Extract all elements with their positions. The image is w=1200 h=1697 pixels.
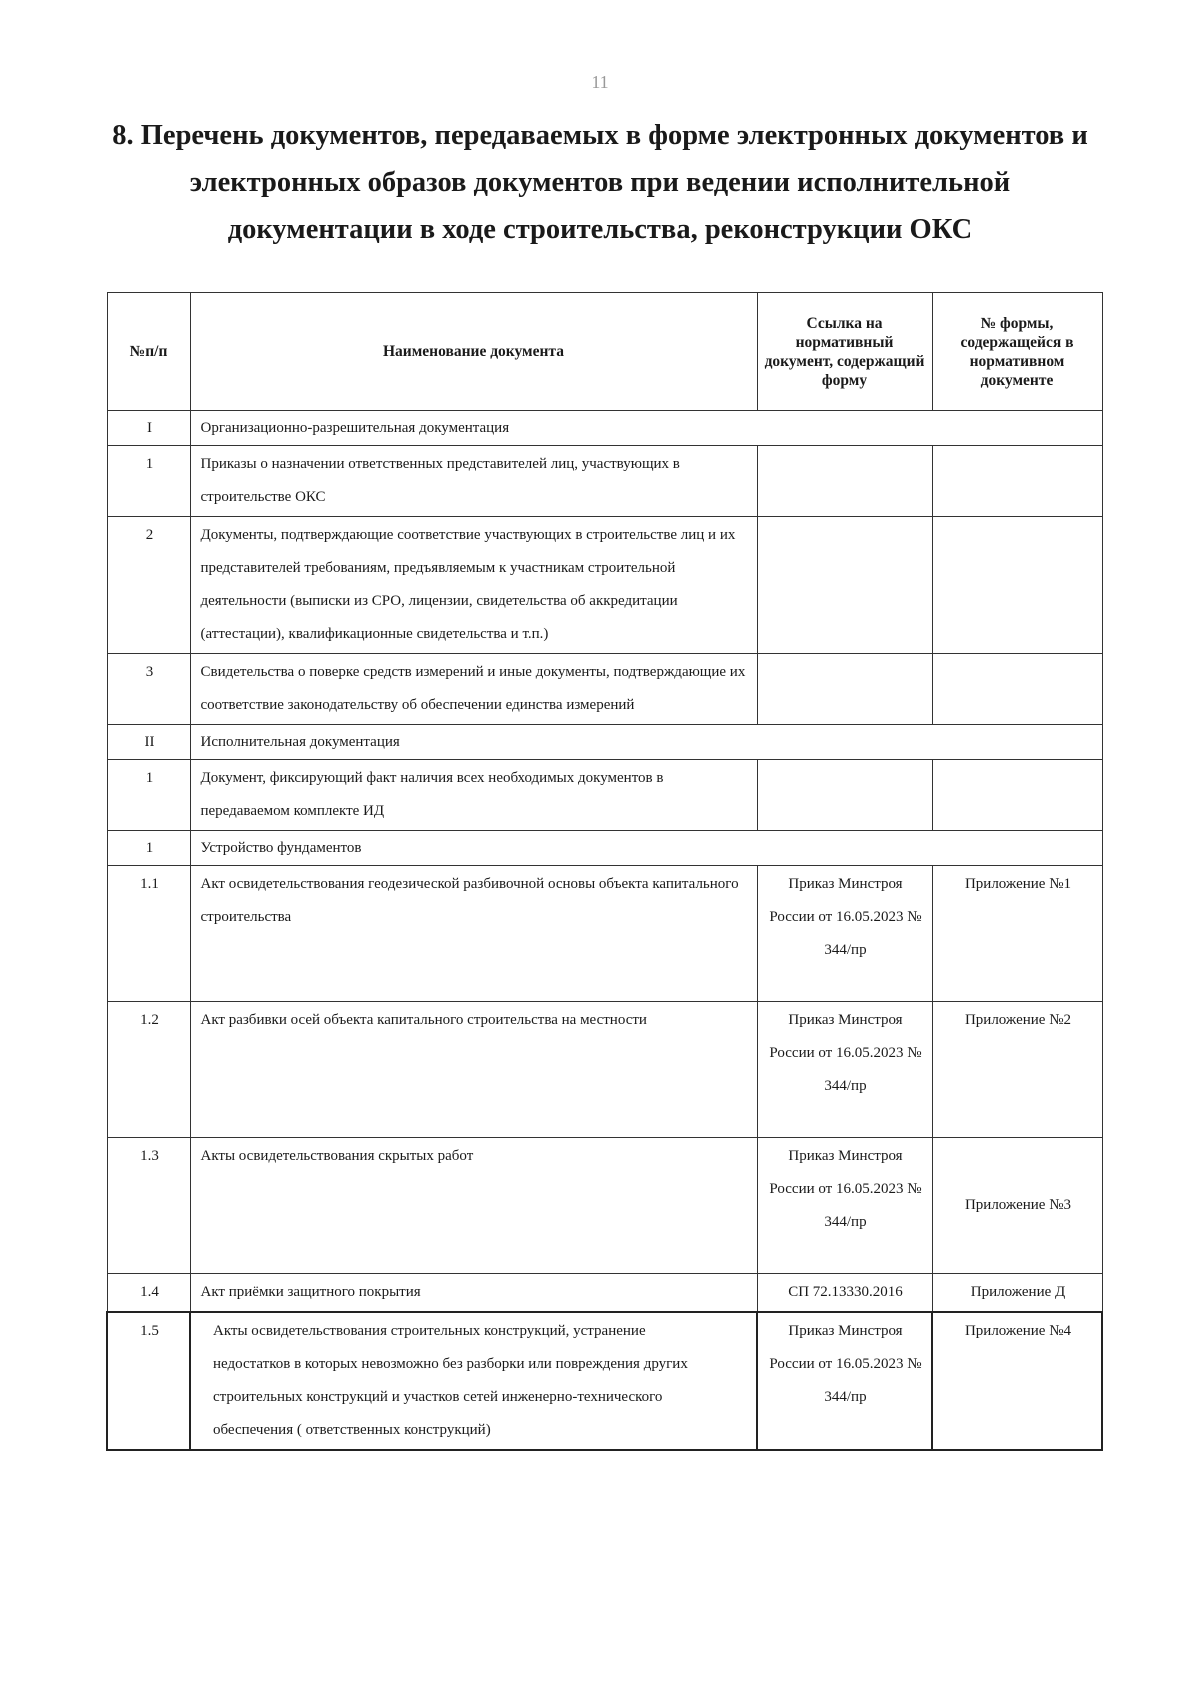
row-num: 1 [107, 831, 190, 866]
row-form [932, 517, 1102, 654]
row-name: Акты освидетельствования скрытых работ [190, 1138, 757, 1274]
row-form: Приложение Д [932, 1274, 1102, 1313]
row-num: I [107, 411, 190, 446]
table-row [107, 446, 1102, 517]
row-form: Приложение №1 [932, 866, 1102, 1002]
row-ref [757, 760, 932, 831]
row-name: Документ, фиксирующий факт наличия всех необходимых документов в передаваемом комплекте ИД [190, 760, 757, 831]
row-form: Приложение №4 [932, 1312, 1102, 1450]
heading-line-1: 8. Перечень документов, передаваемых в форме электронных документов и [112, 120, 1088, 151]
documents-table [106, 292, 1103, 1451]
table-row [107, 517, 1102, 654]
header-num: №п/п [107, 293, 190, 411]
row-name: Свидетельства о поверке средств измерений и иные документы, подтверждающие их соответствие законодательству об обеспечении единства измерений [190, 654, 757, 725]
table-row [107, 1312, 1102, 1450]
page-number: 11 [591, 72, 609, 92]
row-name: Акт приёмки защитного покрытия [190, 1274, 757, 1313]
row-num: 1 [107, 446, 190, 517]
row-num: 1.5 [107, 1312, 190, 1450]
row-form [932, 446, 1102, 517]
row-name: Приказы о назначении ответственных представителей лиц, участвующих в строительстве ОКС [190, 446, 757, 517]
table-row [107, 654, 1102, 725]
row-num: 1 [107, 760, 190, 831]
row-ref: Приказ Минстроя России от 16.05.2023 № 344/пр [757, 1002, 932, 1138]
row-name: Акт разбивки осей объекта капитального строительства на местности [190, 1002, 757, 1138]
heading-line-2: электронных образов документов при ведении исполнительной [189, 167, 1011, 198]
row-num: 1.2 [107, 1002, 190, 1138]
row-name: Документы, подтверждающие соответствие участвующих в строительстве лиц и их представителей требованиям, предъявляемым к участникам строительной деятельности (выписки из СРО, лицензии, свидетельства об аккредитации (аттестации), квалификационные свидетельства и т.п.) [190, 517, 757, 654]
table-row-section [107, 831, 1102, 866]
row-ref: Приказ Минстроя России от 16.05.2023 № 344/пр [757, 866, 932, 1002]
row-num: II [107, 725, 190, 760]
table-row [107, 1002, 1102, 1138]
table-row [107, 1274, 1102, 1313]
row-num: 1.1 [107, 866, 190, 1002]
row-name: Организационно-разрешительная документация [190, 411, 1102, 446]
row-form: Приложение №2 [932, 1002, 1102, 1138]
document-heading [100, 112, 1100, 253]
row-name: Исполнительная документация [190, 725, 1102, 760]
row-num: 2 [107, 517, 190, 654]
table-header-row [107, 293, 1102, 411]
row-ref [757, 654, 932, 725]
heading-line-3: документации в ходе строительства, реконструкции ОКС [227, 214, 973, 245]
row-ref [757, 517, 932, 654]
row-name: Устройство фундаментов [190, 831, 1102, 866]
table-row [107, 866, 1102, 1002]
row-ref: Приказ Минстроя России от 16.05.2023 № 344/пр [757, 1138, 932, 1274]
row-form: Приложение №3 [932, 1138, 1102, 1274]
row-form [932, 760, 1102, 831]
header-ref: Ссылка на нормативный документ, содержащий форму [757, 293, 932, 411]
row-num: 1.4 [107, 1274, 190, 1313]
table-row [107, 1138, 1102, 1274]
table-row [107, 760, 1102, 831]
table-row-section [107, 411, 1102, 446]
row-num: 1.3 [107, 1138, 190, 1274]
row-ref [757, 446, 932, 517]
row-ref: СП 72.13330.2016 [757, 1274, 932, 1313]
row-name: Акты освидетельствования строительных конструкций, устранение недостатков в которых невозможно без разборки или повреждения других строительных конструкций и участков сетей инженерно-технического обеспечения ( ответственных конструкций) [190, 1312, 757, 1450]
header-name: Наименование документа [190, 293, 757, 411]
table-row-section [107, 725, 1102, 760]
header-form: № формы, содержащейся в нормативном документе [932, 293, 1102, 411]
row-form [932, 654, 1102, 725]
row-name: Акт освидетельствования геодезической разбивочной основы объекта капитального строительства [190, 866, 757, 1002]
row-ref: Приказ Минстроя России от 16.05.2023 № 344/пр [757, 1312, 932, 1450]
row-num: 3 [107, 654, 190, 725]
